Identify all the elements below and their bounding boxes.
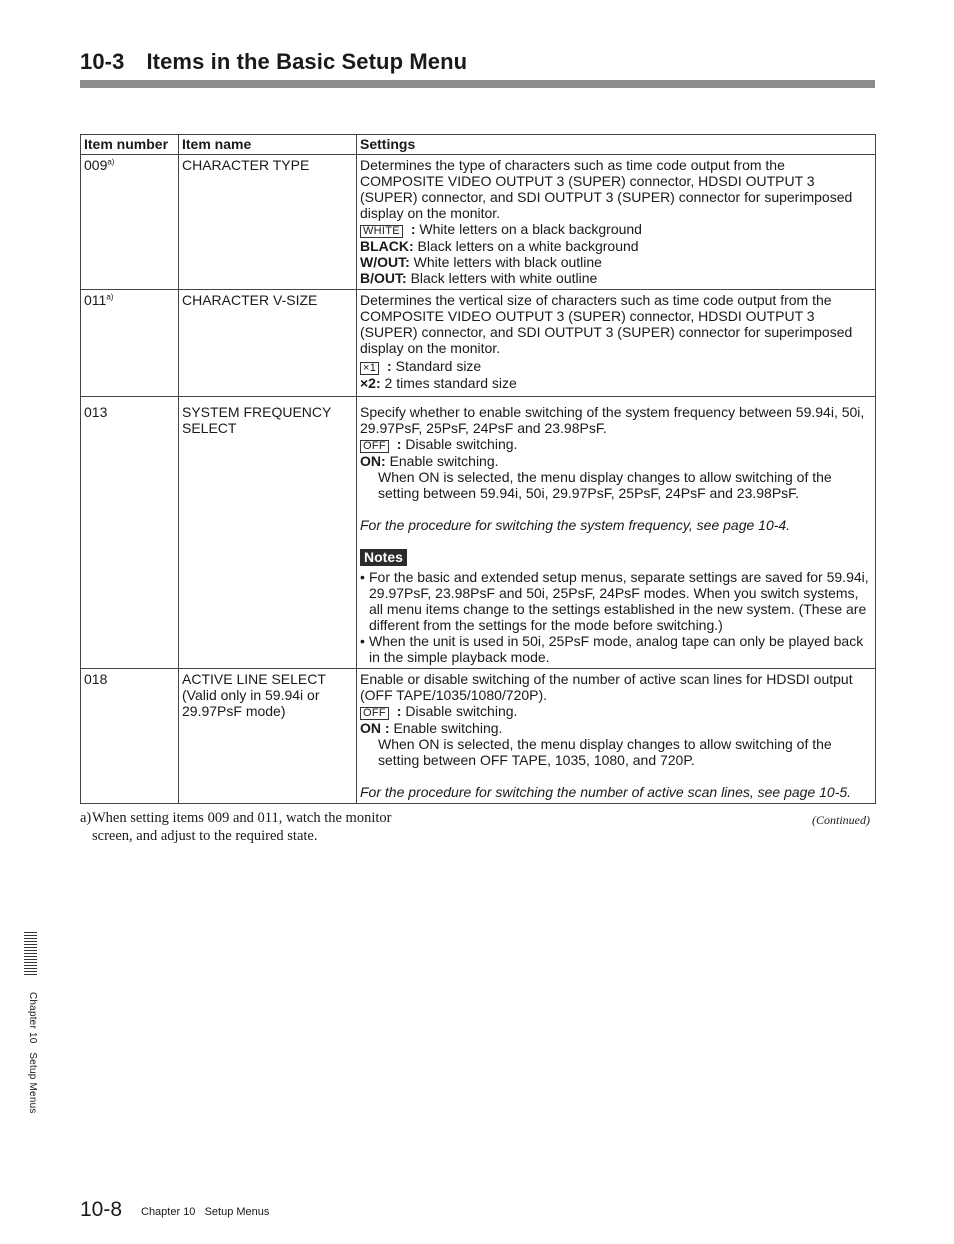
option-sub-text: When ON is selected, the menu display changes to allow switching of the setting between OFF TAPE, 1035, 1080, and 720P. <box>378 736 832 768</box>
footnote-text: When setting items 009 and 011, watch the monitor <box>92 810 392 826</box>
header-item-name: Item name <box>179 135 357 155</box>
footnote <box>80 809 440 845</box>
notes-badge: Notes <box>360 549 407 566</box>
item-number-cell <box>81 290 179 397</box>
settings-description: Determines the vertical size of characters such as time code output from the COMPOSITE VIDEO OUTPUT 3 (SUPER) connector, HDSDI OUTPUT 3 (SUPER) connector, and SDI OUTPUT 3 (SUPER) connector for superimposed display on the monitor. <box>360 292 853 356</box>
settings-description: Specify whether to enable switching of the system frequency between 59.94i, 50i, 29.97PsF, 25PsF, 24PsF and 23.98PsF. <box>360 404 865 436</box>
option-line <box>360 453 871 469</box>
table-row <box>81 155 876 290</box>
item-number: 009 <box>84 157 108 173</box>
option-text: Black letters with white outline <box>410 270 598 286</box>
option-text: Disable switching. <box>405 436 518 452</box>
item-name: SELECT <box>182 420 237 436</box>
item-number-cell <box>81 397 179 669</box>
item-number-cell <box>81 669 179 804</box>
option-label: BLACK: <box>360 238 414 254</box>
note-text: For the basic and extended setup menus, separate settings are saved for 59.94i, 29.97PsF, 23.98PsF and 50i, 25PsF, 24PsF modes. When you switch systems, all menu items change to the settings established in the new system. (These are different from the settings for the mode before switching.) <box>369 569 869 633</box>
table-row <box>81 397 876 669</box>
option-line <box>360 436 871 453</box>
default-option-box: OFF <box>360 707 389 720</box>
item-name-cell <box>179 669 357 804</box>
item-number: 011 <box>84 292 107 308</box>
option-text: White letters on a black background <box>419 221 642 237</box>
option-line <box>360 375 871 391</box>
option-text: Standard size <box>395 358 482 374</box>
table-row <box>81 290 876 397</box>
item-number: 013 <box>84 404 108 420</box>
option-line <box>360 221 871 238</box>
option-line <box>360 238 871 254</box>
option-text: White letters with black outline <box>413 254 602 270</box>
item-name-qualifier: 29.97PsF mode) <box>182 703 286 719</box>
option-text: 2 times standard size <box>384 375 517 391</box>
title-rule <box>80 80 875 88</box>
footnote-ref: a) <box>107 157 115 167</box>
default-option-box: ×1 <box>360 362 379 375</box>
section-title <box>80 49 467 75</box>
option-label: ON : <box>360 720 390 736</box>
header-settings: Settings <box>357 135 876 155</box>
item-number-cell <box>81 155 179 290</box>
item-name: ACTIVE LINE SELECT <box>182 671 326 687</box>
option-separator: : <box>392 703 406 719</box>
option-label: ON: <box>360 453 386 469</box>
item-name-cell <box>179 290 357 397</box>
footer-chapter: Chapter 10 Setup Menus <box>141 1206 270 1218</box>
option-line <box>360 270 871 286</box>
page-number: 10-8 <box>80 1198 123 1221</box>
section-number: 10-3 <box>80 49 125 74</box>
option-sub-text: When ON is selected, the menu display changes to allow switching of the setting between 59.94i, 50i, 29.97PsF, 25PsF, 24PsF and 23.98PsF. <box>378 469 832 501</box>
chapter-thumb-tab <box>24 932 37 976</box>
side-chapter-label <box>27 992 42 1142</box>
settings-cell <box>357 397 876 669</box>
settings-cell <box>357 290 876 397</box>
note-item: • When the unit is used in 50i, 25PsF mode, analog tape can only be played back in the simple playback mode. <box>360 633 864 665</box>
option-line <box>360 703 871 720</box>
note-item: • For the basic and extended setup menus, separate settings are saved for 59.94i, 29.97PsF, 23.98PsF and 50i, 25PsF, 24PsF modes. When you switch systems, all menu items change to the settings established in the new system. (These are different from the settings for the mode before switching.) <box>360 569 869 633</box>
item-name-cell <box>179 397 357 669</box>
default-option-box: OFF <box>360 440 389 453</box>
page-reference: For the procedure for switching the number of active scan lines, see page 10-5. <box>360 784 852 800</box>
item-name-qualifier: (Valid only in 59.94i or <box>182 687 320 703</box>
option-label: W/OUT: <box>360 254 410 270</box>
option-separator: : <box>392 436 406 452</box>
footnote-mark: a) <box>80 810 92 826</box>
option-label: B/OUT: <box>360 270 407 286</box>
note-text: When the unit is used in 50i, 25PsF mode, analog tape can only be played back in the simple playback mode. <box>369 633 864 665</box>
side-chapter-text: Chapter 10 Setup Menus <box>27 992 38 1114</box>
item-name-cell <box>179 155 357 290</box>
option-line <box>360 358 871 375</box>
settings-description: Determines the type of characters such as time code output from the COMPOSITE VIDEO OUTPUT 3 (SUPER) connector, HDSDI OUTPUT 3 (SUPER) connector, and SDI OUTPUT 3 (SUPER) connector for superimposed display on the monitor. <box>360 157 853 221</box>
page-reference: For the procedure for switching the system frequency, see page 10-4. <box>360 517 791 533</box>
settings-description: Enable or disable switching of the number of active scan lines for HDSDI output (OFF TAPE/1035/1080/720P). <box>360 671 853 703</box>
option-text: Enable switching. <box>393 720 503 736</box>
option-line <box>360 254 871 270</box>
table-header-row <box>81 135 876 155</box>
default-option-box: WHITE <box>360 225 403 238</box>
option-separator: : <box>406 221 420 237</box>
item-number: 018 <box>84 671 108 687</box>
option-text: Enable switching. <box>389 453 499 469</box>
item-name: CHARACTER V-SIZE <box>182 292 318 308</box>
table-row <box>81 669 876 804</box>
section-title-text: Items in the Basic Setup Menu <box>146 49 468 74</box>
header-item-number: Item number <box>81 135 179 155</box>
settings-cell <box>357 155 876 290</box>
option-text: Black letters on a white background <box>417 238 639 254</box>
item-name: CHARACTER TYPE <box>182 157 310 173</box>
option-label: ×2: <box>360 375 381 391</box>
item-name: SYSTEM FREQUENCY <box>182 404 332 420</box>
setup-menu-table <box>80 134 876 804</box>
option-text: Disable switching. <box>405 703 518 719</box>
footnote-ref: a) <box>106 292 114 302</box>
footnote-text: screen, and adjust to the required state. <box>92 828 318 844</box>
settings-cell <box>357 669 876 804</box>
option-line <box>360 720 871 736</box>
option-separator: : <box>383 358 396 374</box>
continued-label: (Continued) <box>812 813 870 827</box>
